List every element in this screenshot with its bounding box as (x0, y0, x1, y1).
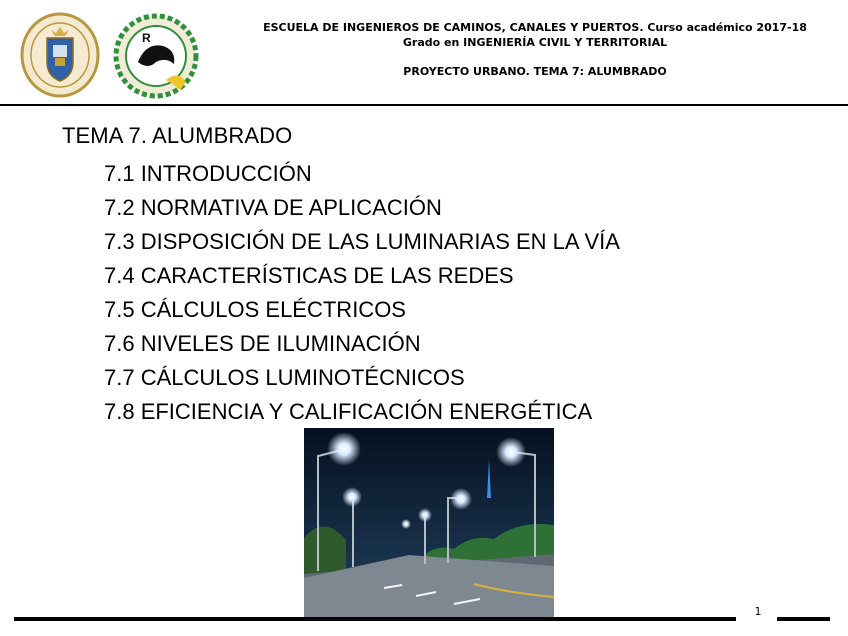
project-topic-line: PROYECTO URBANO. TEMA 7: ALUMBRADO (403, 65, 667, 78)
slide-header (0, 0, 848, 108)
slide-title: TEMA 7. ALUMBRADO (62, 123, 293, 148)
section-item: 7.3 DISPOSICIÓN DE LAS LUMINARIAS EN LA VÍA (104, 229, 620, 254)
svg-text:R: R (142, 31, 151, 45)
upm-seal-logo (20, 12, 100, 98)
section-list (104, 157, 620, 429)
header-divider (0, 104, 848, 106)
section-item: 7.4 CARACTERÍSTICAS DE LAS REDES (104, 263, 514, 288)
section-item: 7.6 NIVELES DE ILUMINACIÓN (104, 331, 421, 356)
section-item: 7.8 EFICIENCIA Y CALIFICACIÓN ENERGÉTICA (104, 399, 593, 424)
page-number: 1 (754, 605, 762, 618)
section-item: 7.1 INTRODUCCIÓN (104, 161, 312, 186)
degree-line: Grado en INGENIERÍA CIVIL Y TERRITORIAL (402, 36, 668, 49)
street-lighting-photo (304, 428, 554, 617)
section-item: 7.7 CÁLCULOS LUMINOTÉCNICOS (104, 365, 465, 390)
section-item: 7.2 NORMATIVA DE APLICACIÓN (104, 195, 442, 220)
footer-rule-left (14, 617, 736, 621)
caminos-school-logo (108, 10, 204, 102)
school-and-year-line: ESCUELA DE INGENIEROS DE CAMINOS, CANALES Y PUERTOS. Curso académico 2017-18 (263, 21, 807, 34)
section-item: 7.5 CÁLCULOS ELÉCTRICOS (104, 297, 406, 322)
footer-rule-right (777, 617, 830, 621)
header-text-block (230, 20, 840, 79)
